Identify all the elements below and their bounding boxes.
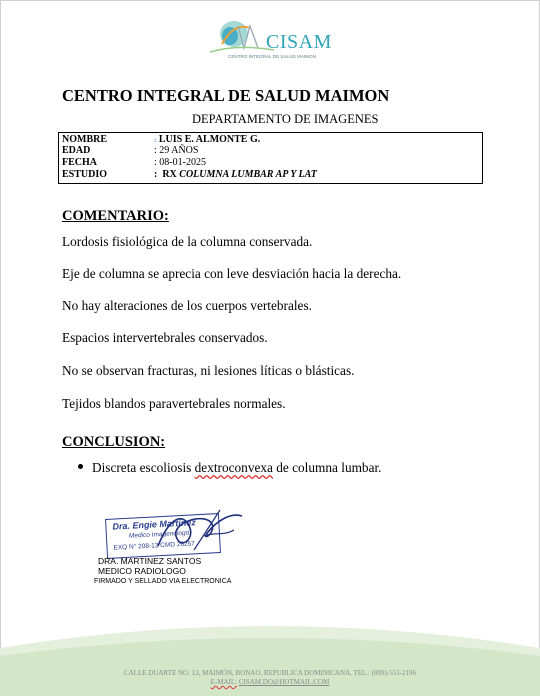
department-title: DEPARTAMENTO DE IMAGENES <box>192 112 379 126</box>
footer-email-link[interactable]: CISAM.DO@HOTMAIL.COM <box>238 678 330 686</box>
footer-email-line <box>0 678 540 686</box>
comentario-heading: COMENTARIO: <box>62 208 169 224</box>
bullet-icon <box>78 464 83 469</box>
estudio-label: ESTUDIO <box>62 169 108 180</box>
patient-info-box <box>58 132 483 184</box>
edad-value: : 29 AÑOS <box>154 145 199 156</box>
conclusion-text-end: de columna lumbar. <box>272 460 382 475</box>
logo-subtitle: CENTRO INTEGRAL DE SALUD MAIMON <box>228 54 316 59</box>
comentario-line: No hay alteraciones de los cuerpos vertebrales. <box>62 298 312 313</box>
signer-role: MEDICO RADIOLOGO <box>98 566 186 576</box>
nombre-label: NOMBRE <box>62 134 107 145</box>
spellcheck-mark-icon: : <box>154 136 157 144</box>
conclusion-spellcheck-word: dextroconvexa <box>194 460 273 475</box>
comentario-line: Lordosis fisiológica de la columna conservada. <box>62 234 313 249</box>
fecha-value: : 08-01-2025 <box>154 157 206 168</box>
comentario-line: Tejidos blandos paravertebrales normales. <box>62 396 286 411</box>
comentario-line: Eje de columna se aprecia con leve desviación hacia la derecha. <box>62 266 402 281</box>
info-row-estudio <box>62 169 317 180</box>
info-row-edad <box>62 145 198 156</box>
fecha-label: FECHA <box>62 157 97 168</box>
handwritten-signature-icon <box>150 506 250 556</box>
conclusion-heading: CONCLUSION: <box>62 434 166 450</box>
signer-name: DRA. MARTINEZ SANTOS <box>98 556 202 566</box>
comentario-line: No se observan fracturas, ni lesiones líticas o blásticas. <box>62 363 355 378</box>
footer-email-label: E-MAIL: <box>210 678 238 686</box>
estudio-prefix: : RX <box>154 169 180 180</box>
info-row-fecha <box>62 157 206 168</box>
signature-note: FIRMADO Y SELLADO VIA ELECTRONICA <box>94 578 232 585</box>
cisam-logo <box>208 14 333 64</box>
document-title: CENTRO INTEGRAL DE SALUD MAIMON <box>62 86 390 105</box>
stamp-exq: EXQ N° 208-13 CMD 26257 <box>113 540 196 552</box>
logo-text: CISAM <box>266 31 332 53</box>
footer-address: CALLE DUARTE NO. 13, MAIMÓN, BONAO, REPUBLICA DOMINICANA, TEL.: (809)-551-2196 <box>123 669 417 677</box>
estudio-value: COLUMNA LUMBAR AP Y LAT <box>179 169 317 180</box>
comentario-line: Espacios intervertebrales conservados. <box>62 330 268 345</box>
stamp-name: Dra. Engie Martinez <box>112 517 197 532</box>
conclusion-text-start: Discreta escoliosis <box>92 460 195 475</box>
edad-label: EDAD <box>62 145 91 156</box>
stamp-role: Medico Imagenologo <box>128 529 190 540</box>
nombre-value: LUIS E. ALMONTE G. <box>158 134 261 145</box>
conclusion-item <box>78 460 382 476</box>
